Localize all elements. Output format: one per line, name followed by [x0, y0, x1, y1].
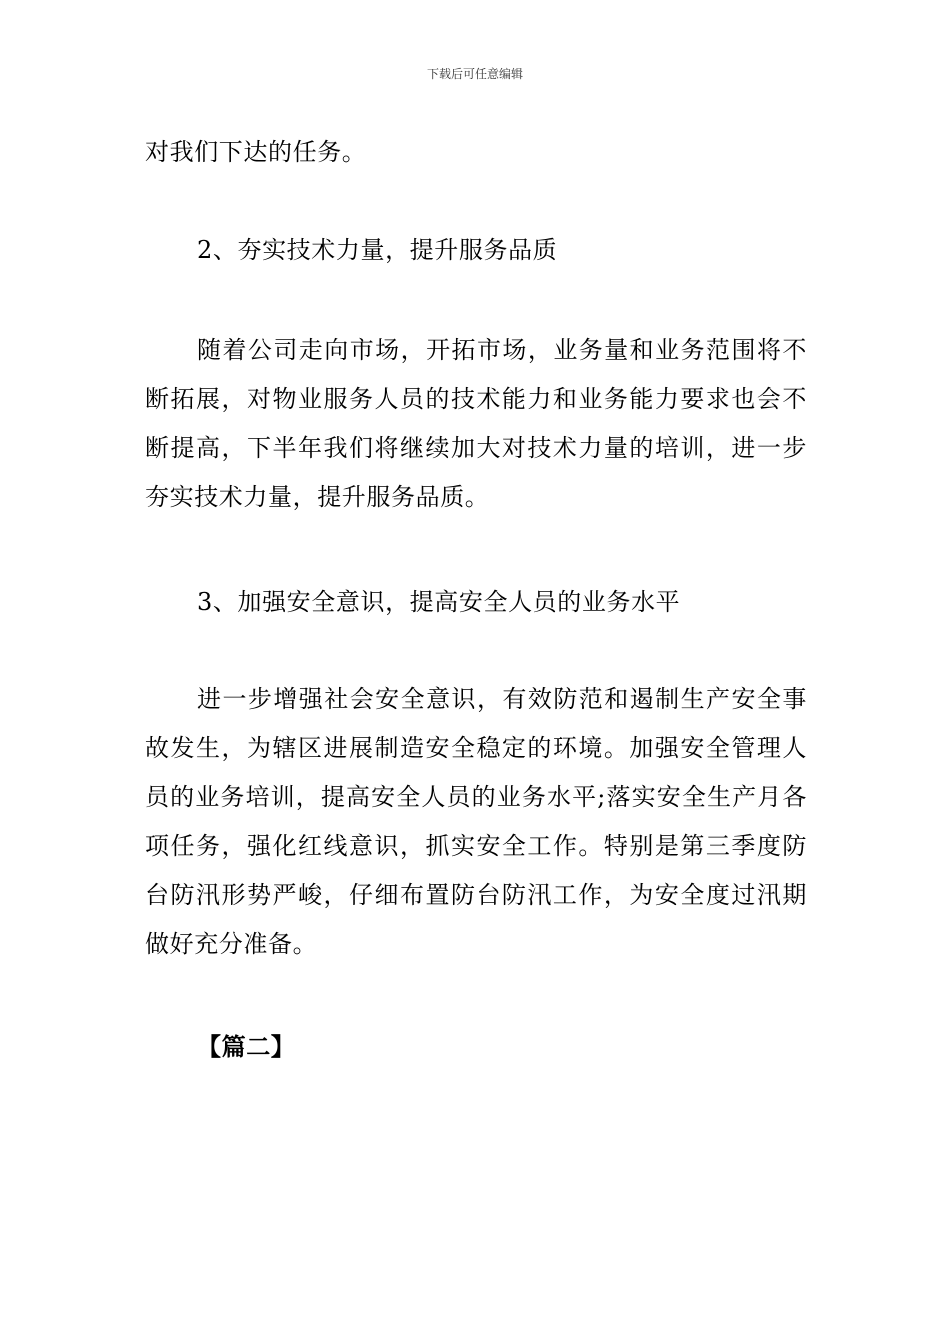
paragraph-2 — [145, 326, 807, 522]
heading-text: 3、加强安全意识，提高安全人员的业务水平 — [197, 588, 681, 616]
paragraph-text: 对我们下达的任务。 — [145, 138, 367, 166]
continued-paragraph — [145, 128, 807, 177]
section-marker-text: 【篇二】 — [197, 1032, 296, 1061]
heading-text: 2、夯实技术力量，提升服务品质 — [197, 236, 558, 264]
section-heading-3 — [145, 578, 807, 627]
section-heading-2 — [145, 226, 807, 275]
paragraph-3 — [145, 675, 807, 969]
paragraph-text: 随着公司走向市场，开拓市场，业务量和业务范围将不断拓展，对物业服务人员的技术能力和业务能力要求也会不断提高，下半年我们将继续加大对技术力量的培训，进一步夯实技术力量，提升服务品质。 — [145, 336, 807, 511]
page-header: 下载后可任意编辑 — [426, 67, 523, 81]
paragraph-text: 进一步增强社会安全意识，有效防范和遏制生产安全事故发生，为辖区进展制造安全稳定的环境。加强安全管理人员的业务培训，提高安全人员的业务水平;落实安全生产月各项任务，强化红线意识，抓实安全工作。特别是第三季度防台防汛形势严峻，仔细布置防台防汛工作，为安全度过汛期做好充分准备。 — [145, 685, 807, 958]
section-marker — [145, 1022, 807, 1071]
